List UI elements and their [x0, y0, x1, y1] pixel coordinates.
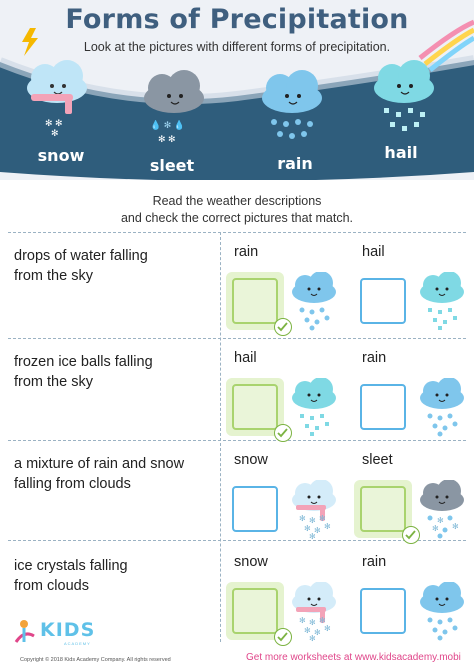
logo-subtext: ACADEMY [64, 641, 91, 646]
svg-text:✻: ✻ [324, 522, 331, 531]
instructions-line-1: Read the weather descriptions [152, 194, 322, 208]
description-line: from the sky [14, 268, 93, 284]
row-divider [8, 232, 466, 233]
page-subtitle: Look at the pictures with different forms of precipitation. [83, 40, 391, 54]
rain-cloud-icon [262, 70, 322, 139]
option-label: rain [362, 554, 387, 570]
rain-cloud-icon [414, 378, 470, 438]
svg-text:✻: ✻ [309, 516, 316, 525]
option-label: sleet [362, 452, 393, 468]
cloud-label-hail: hail [384, 143, 418, 162]
website-link[interactable]: Get more worksheets at www.kidsacademy.mobi [246, 652, 461, 663]
answer-checkbox-checked[interactable] [232, 588, 278, 634]
answer-checkbox[interactable] [360, 278, 406, 324]
cloud-label-snow: snow [37, 146, 85, 165]
row-divider [8, 440, 466, 441]
sleet-cloud-icon [144, 70, 204, 144]
instructions [0, 193, 474, 227]
svg-text:✻: ✻ [309, 618, 316, 627]
column-divider [220, 232, 221, 642]
answer-checkbox-checked[interactable] [232, 278, 278, 324]
svg-text:✻: ✻ [309, 634, 316, 642]
description-line: falling from clouds [14, 476, 131, 492]
row-description [14, 454, 214, 494]
instructions-line-2: and check the correct pictures that match. [120, 211, 354, 225]
row-description [14, 246, 214, 286]
svg-text:💧 ✻ 💧: 💧 ✻ 💧 [150, 120, 185, 130]
row-description [14, 352, 214, 392]
svg-text:✻: ✻ [299, 514, 306, 523]
svg-text:✻: ✻ [314, 628, 321, 637]
hail-cloud-icon [286, 378, 342, 438]
svg-text:✻: ✻ [452, 522, 459, 531]
copyright-text: Copyright © 2018 Kids Academy Company. All rights reserved [20, 657, 171, 663]
svg-text:✻ ✻: ✻ ✻ [45, 118, 63, 128]
rain-cloud-icon [286, 272, 342, 332]
svg-text:✻: ✻ [319, 616, 326, 625]
cloud-label-rain: rain [277, 154, 313, 173]
option-label: hail [234, 350, 257, 366]
snow-cloud-icon [286, 480, 342, 540]
description-line: drops of water falling [14, 248, 148, 264]
logo-text: KIDS [40, 619, 96, 641]
svg-text:✻: ✻ [299, 616, 306, 625]
row-divider [8, 338, 466, 339]
option-label: rain [362, 350, 387, 366]
answer-checkbox[interactable] [360, 384, 406, 430]
svg-text:✻: ✻ [304, 626, 311, 635]
description-line: from the sky [14, 374, 93, 390]
description-line: from clouds [14, 578, 89, 594]
hail-cloud-icon [374, 60, 434, 131]
option-label: rain [234, 244, 259, 260]
svg-text:✻: ✻ [432, 524, 439, 533]
answer-checkbox[interactable] [232, 486, 278, 532]
svg-text:✻: ✻ [309, 532, 316, 540]
svg-text:✻: ✻ [314, 526, 321, 535]
svg-text:✻: ✻ [319, 514, 326, 523]
description-line: ice crystals falling [14, 558, 128, 574]
cloud-label-sleet: sleet [149, 156, 195, 175]
row-description [14, 556, 214, 596]
header-banner [0, 0, 474, 180]
svg-text:✻: ✻ [324, 624, 331, 633]
page-title: Forms of Precipitation [65, 4, 409, 35]
hail-cloud-icon [414, 272, 470, 332]
answer-checkbox[interactable] [360, 588, 406, 634]
option-label: snow [234, 452, 268, 468]
svg-text:✻: ✻ [51, 128, 59, 138]
snow-cloud-icon [27, 60, 87, 138]
snow-cloud-icon [286, 582, 342, 642]
answer-checkbox-checked[interactable] [232, 384, 278, 430]
svg-text:✻ ✻: ✻ ✻ [158, 134, 176, 144]
description-line: frozen ice balls falling [14, 354, 153, 370]
svg-text:✻: ✻ [437, 516, 444, 525]
option-label: hail [362, 244, 385, 260]
row-divider [8, 540, 466, 541]
option-label: snow [234, 554, 268, 570]
rain-cloud-icon [414, 582, 470, 642]
answer-checkbox-checked[interactable] [360, 486, 406, 532]
sleet-cloud-icon [414, 480, 470, 540]
description-line: a mixture of rain and snow [14, 456, 185, 472]
svg-text:✻: ✻ [304, 524, 311, 533]
